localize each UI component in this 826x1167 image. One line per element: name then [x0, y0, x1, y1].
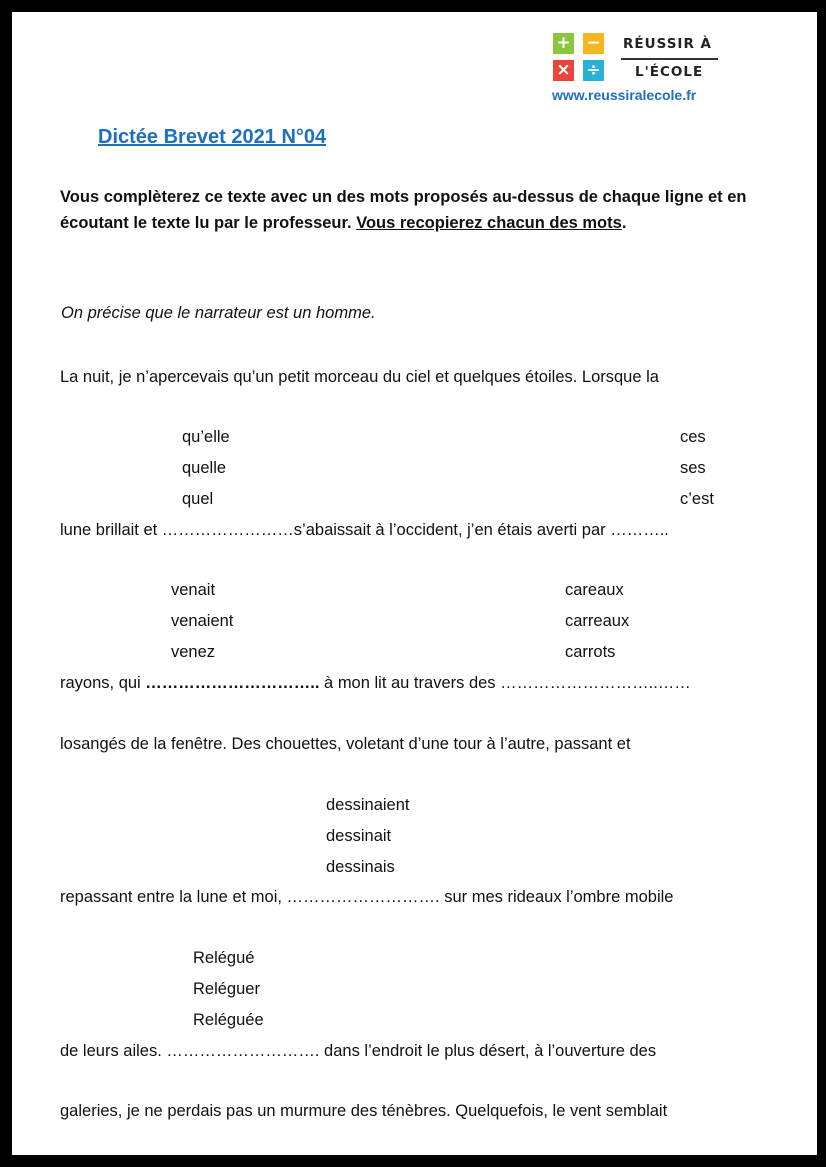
instructions-text: Vous complèterez ce texte avec un des mots proposés au-dessus de chaque ligne et en écoutant le texte lu par le professeur.: [60, 188, 747, 232]
plus-icon: +: [553, 33, 574, 54]
choice-g2-3: c’est: [680, 490, 714, 508]
document-page: [12, 12, 817, 1155]
narrator-note: On précise que le narrateur est un homme.: [61, 304, 376, 322]
text-line-7: galeries, je ne perdais pas un murmure des ténèbres. Quelquefois, le vent semblait: [60, 1102, 668, 1120]
choice-g4-3: carrots: [565, 643, 616, 661]
text-line-4: losangés de la fenêtre. Des chouettes, voletant d’une tour à l’autre, passant et: [60, 735, 631, 753]
choice-g4-2: carreaux: [565, 612, 630, 630]
choice-g1-2: quelle: [182, 459, 227, 477]
minus-icon: −: [583, 33, 604, 54]
instructions: [60, 184, 760, 236]
choice-g6-2: Reléguer: [193, 980, 260, 998]
times-icon: ×: [553, 60, 574, 81]
choice-g2-1: ces: [680, 428, 706, 446]
text-line-3-end: à mon lit au travers des ………………………..……: [319, 674, 691, 692]
choice-g5-3: dessinais: [326, 858, 395, 876]
choice-g3-3: venez: [171, 643, 216, 661]
choice-g5-2: dessinait: [326, 827, 392, 845]
logo-divider: [621, 58, 718, 60]
page-title: Dictée Brevet 2021 N°04: [98, 126, 327, 148]
instructions-underlined: Vous recopierez chacun des mots: [356, 214, 622, 232]
logo-line-2: L'ÉCOLE: [635, 64, 704, 80]
text-line-2: lune brillait et ……………………s’abaissait à l’occident, j’en étais averti par ………..: [60, 521, 669, 539]
choice-g3-1: venait: [171, 581, 216, 599]
divide-icon: ÷: [583, 60, 604, 81]
choice-g4-1: careaux: [565, 581, 624, 599]
choice-g2-2: ses: [680, 459, 706, 477]
choice-g6-3: Reléguée: [193, 1011, 264, 1029]
logo-line-1: RÉUSSIR À: [623, 36, 712, 52]
logo-url: www.reussiralecole.fr: [552, 87, 697, 103]
text-line-6: de leurs ailes. ………………………. dans l’endroit le plus désert, à l’ouverture des: [60, 1042, 657, 1060]
text-line-3-blank: …………………………..: [145, 674, 320, 692]
text-line-3-start: rayons, qui: [60, 674, 146, 692]
instructions-end: .: [621, 214, 627, 232]
text-line-3: [60, 674, 691, 693]
choice-g1-1: qu’elle: [182, 428, 230, 446]
choice-g6-1: Relégué: [193, 949, 255, 967]
text-line-1: La nuit, je n’apercevais qu’un petit morceau du ciel et quelques étoiles. Lorsque la: [60, 368, 659, 386]
text-line-5: repassant entre la lune et moi, ………………………. sur mes rideaux l’ombre mobile: [60, 888, 674, 906]
choice-g1-3: quel: [182, 490, 214, 508]
choice-g5-1: dessinaient: [326, 796, 410, 814]
choice-g3-2: venaient: [171, 612, 234, 630]
